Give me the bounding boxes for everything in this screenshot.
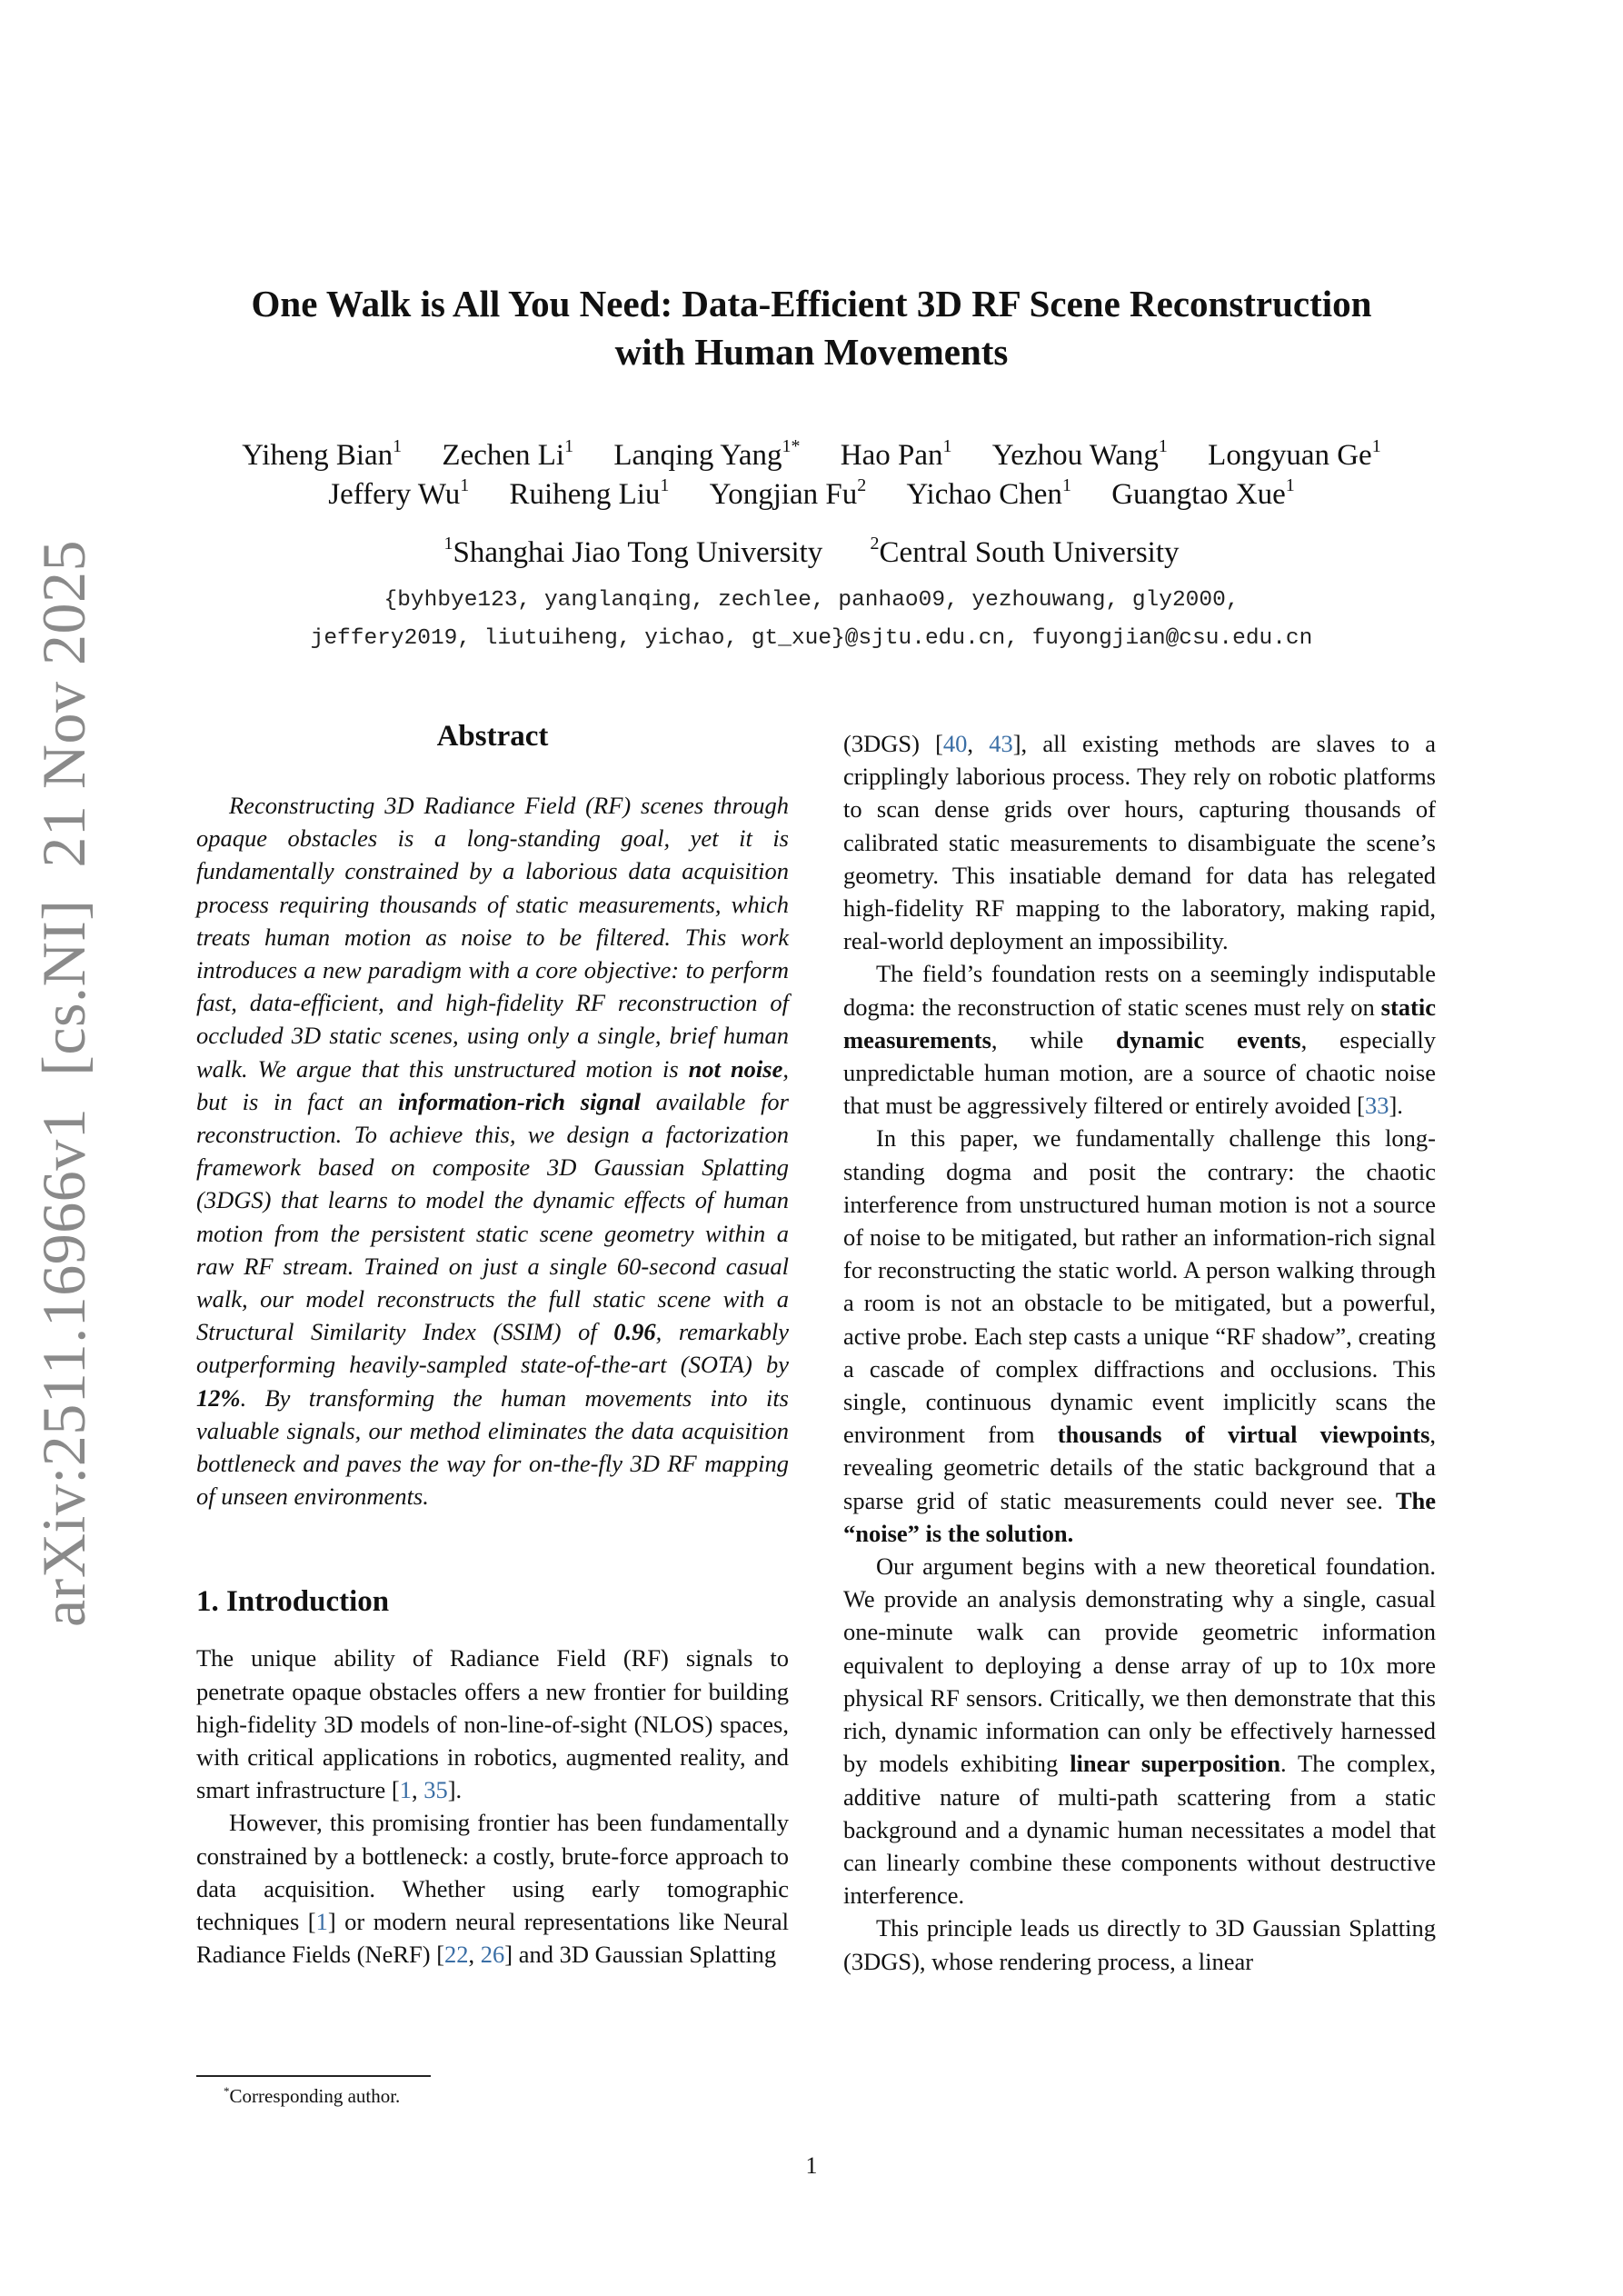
- intro-paragraph-6: This principle leads us directly to 3D Gaussian Splatting (3DGS), whose rendering process, a linear: [843, 1914, 1436, 1975]
- intro-paragraph-2-continued: (3DGS) [40, 43], all existing methods are slaves to a cripplingly laborious process. They rely on robotic platforms to scan dense grids over hours, capturing thousands of calibrated static measurements to disambiguate the scene’s geometry. This insatiable demand for data has relegated high-fidelity RF mapping to the laboratory, making rapid, real-world deployment an impossibility.: [843, 730, 1436, 955]
- author: Ruiheng Liu$^1$: [509, 475, 670, 511]
- author: Zechen Li$^1$: [442, 436, 574, 472]
- author: Guangtao Xue$^1$: [1111, 475, 1295, 511]
- author: Yichao Chen$^1$: [906, 475, 1071, 511]
- citation-link[interactable]: 22: [444, 1941, 469, 1969]
- author: Hao Pan$^1$: [840, 436, 952, 472]
- footnote: *Corresponding author.: [224, 2084, 401, 2107]
- author-emails: [182, 582, 1441, 658]
- email-line-2: jeffery2019, liutuiheng, yichao, gt_xue}@sjtu.edu.cn, fuyongjian@csu.edu.cn: [310, 626, 1313, 651]
- email-line-1: {byhbye123, yanglanqing, zechlee, panhao09, yezhouwang, gly2000,: [383, 588, 1240, 613]
- author-list: [182, 436, 1441, 514]
- author: Yongjian Fu$^2$: [709, 475, 867, 511]
- affiliations: [182, 534, 1441, 571]
- citation-link[interactable]: 40: [942, 730, 968, 757]
- abstract-text: Reconstructing 3D Radiance Field (RF) scenes through opaque obstacles is a long-standing goal, yet it is fundamentally constrained by a laborious data acquisition process requiring thousands of static measurements, which treats human motion as noise to be filtered. This work introduces a new paradigm with a core objective: to perform fast, data-efficient, and high-fidelity RF reconstruction of occluded 3D static scenes, using only a single, brief human walk. We argue that this unstructured motion is not noise, but is in fact an information-rich signal available for reconstruction. To achieve this, we design a factorization framework based on composite 3D Gaussian Splatting (3DGS) that learns to model the dynamic effects of human motion from the persistent static scene geometry within a raw RF stream. Trained on just a single 60-second casual walk, our model reconstructs the full static scene with a Structural Similarity Index (SSIM) of 0.96, remarkably outperforming heavily-sampled state-of-the-art (SOTA) by 12%. By transforming the human movements into its valuable signals, our method eliminates the data acquisition bottleneck and paves the way for on-the-fly 3D RF mapping of unseen environments.: [196, 792, 789, 1511]
- arxiv-identifier-stamp: arXiv:2511.16966v1 [cs.NI] 21 Nov 2025: [29, 540, 98, 1627]
- affiliation: $^2$Central South University: [870, 534, 1180, 569]
- section-heading-introduction: 1. Introduction: [196, 1585, 390, 1619]
- citation-link[interactable]: 1: [399, 1776, 412, 1804]
- author: Jeffery Wu$^1$: [328, 475, 470, 511]
- intro-paragraph-1: The unique ability of Radiance Field (RF) signals to penetrate opaque obstacles offers a new frontier for building high-fidelity 3D models of non-line-of-sight (NLOS) spaces, with critical applications in robotics, augmented reality, and smart infrastructure [1, 35].: [196, 1644, 789, 1804]
- citation-link[interactable]: 43: [989, 730, 1013, 757]
- intro-paragraph-4: In this paper, we fundamentally challenge this long-standing dogma and posit the contrary: the chaotic interference from unstructured human motion is not a source of noise to be mitigated, but rather an information-rich signal for reconstructing the static world. A person walking through a room is not an obstacle to be mitigated, but a powerful, active probe. Each step casts a unique “RF shadow”, creating a cascade of complex diffractions and occlusions. This single, continuous dynamic event implicitly scans the environment from thousands of virtual viewpoints, revealing geometric details of the static background that a sparse grid of static measurements could never see. The “noise” is the solution.: [843, 1124, 1437, 1547]
- citation-link[interactable]: 1: [315, 1908, 328, 1936]
- citation-link[interactable]: 35: [423, 1776, 448, 1804]
- intro-paragraph-3: The field’s foundation rests on a seemingly indisputable dogma: the reconstruction of static scenes must rely on static measurements, while dynamic events, especially unpredictable human motion, are a source of chaotic noise that must be aggressively filtered or entirely avoided [33].: [843, 960, 1436, 1120]
- author-row-1: [182, 436, 1441, 475]
- author-row-2: [182, 475, 1441, 514]
- citation-link[interactable]: 26: [480, 1941, 505, 1969]
- intro-paragraph-2: However, this promising frontier has been fundamentally constrained by a bottleneck: a costly, brute-force approach to data acquisition. Whether using early tomographic techniques [1] or modern neural representations like Neural Radiance Fields (NeRF) [22, 26] and 3D Gaussian Splatting: [196, 1809, 789, 1969]
- author: Lanqing Yang$^{1*}$: [613, 436, 801, 472]
- author: Longyuan Ge$^1$: [1208, 436, 1381, 472]
- page-number: 1: [805, 2152, 818, 2179]
- paper-title: [182, 280, 1441, 376]
- abstract-heading: Abstract: [436, 720, 549, 753]
- citation-link[interactable]: 33: [1364, 1092, 1389, 1120]
- title-line-1: One Walk is All You Need: Data-Efficient 3D RF Scene Reconstruction: [251, 283, 1372, 324]
- author: Yiheng Bian$^1$: [242, 436, 403, 472]
- affiliation: $^1$Shanghai Jiao Tong University: [443, 534, 823, 569]
- footnote-divider: [196, 2075, 431, 2077]
- left-column: [196, 718, 789, 1972]
- intro-paragraph-5: Our argument begins with a new theoretical foundation. We provide an analysis demonstrating why a single, casual one-minute walk can provide geometric information equivalent to deploying a dense array of up to 10x more physical RF sensors. Critically, we then demonstrate that this rich, dynamic information can only be effectively harnessed by models exhibiting linear superposition. The complex, additive nature of multi-path scattering from a static background and a dynamic human necessitates a model that can linearly combine these components without destructive interference.: [843, 1552, 1436, 1910]
- title-line-2: with Human Movements: [614, 331, 1009, 373]
- author: Yezhou Wang$^1$: [991, 436, 1168, 472]
- right-column: [843, 727, 1436, 1978]
